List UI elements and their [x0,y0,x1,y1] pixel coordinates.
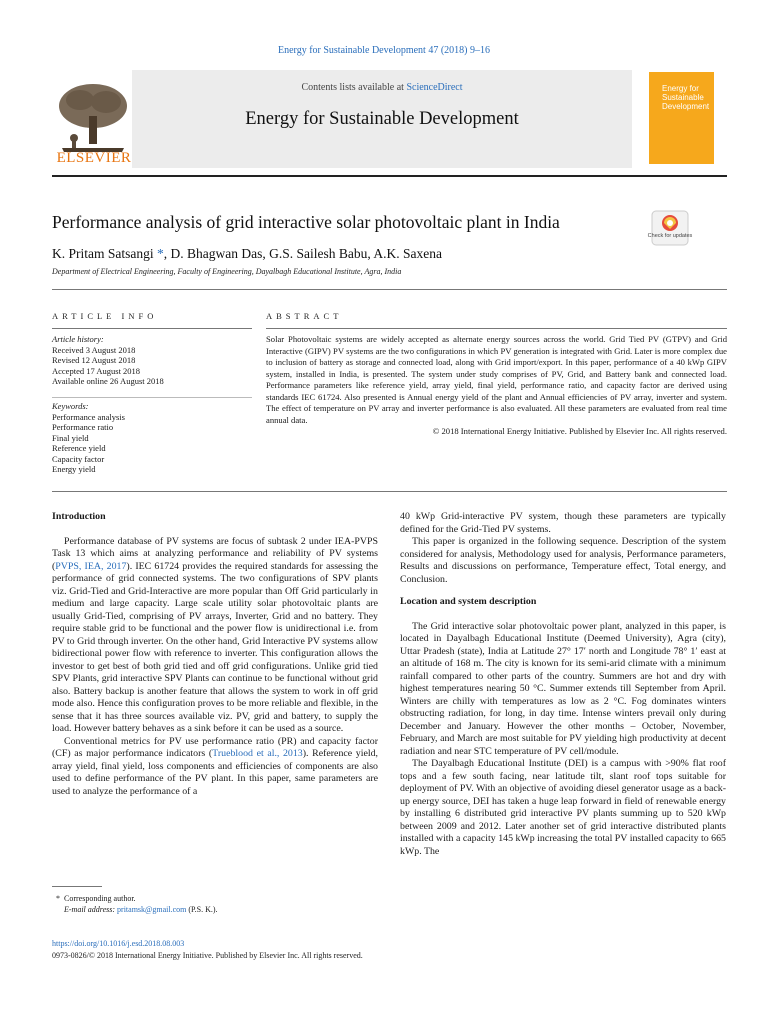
history-item: Revised 12 August 2018 [52,355,136,365]
keyword: Final yield [52,432,89,443]
journal-cover-image[interactable] [649,72,714,164]
cover-line: Sustainable [662,93,704,102]
keyword: Reference yield [52,443,106,453]
text: Conventional metrics for PV use performance ratio (PR) and capacity factor (CF) as major performance indicators ( [52,735,378,759]
text: Performance database of PV systems are focus of subtask 2 under IEA-PVPS Task 13 which aims at analyzing performance and reliability of PV systems ( [52,535,378,572]
introduction-heading: Introduction [52,511,106,522]
paragraph-organization: This paper is organized in the following sequence. Description of the system considered for analysis, Methodology used for analysis, Performance parameters, Results and discussions on performance, Temperature effect, Total energy, and Conclusion. [400,536,726,585]
corresponding-note [52,893,218,904]
contents-prefix: Contents lists available at [301,82,407,93]
abstract-copyright: © 2018 International Energy Initiative. Published by Elsevier Inc. All rights reserved. [432,426,727,436]
keywords-label: Keywords: [52,401,89,411]
keyword: Performance analysis [52,411,125,422]
abstract-rule [266,328,727,329]
cover-line: Energy for [662,84,699,93]
keyword: Capacity factor [52,453,105,464]
article-info-heading: ARTICLE INFO [52,311,158,321]
left-column [52,511,378,798]
author-rest: , D. Bhagwan Das, G.S. Sailesh Babu, A.K. Saxena [163,246,442,261]
abstract-heading: ABSTRACT [266,311,343,321]
author-first[interactable]: K. Pritam Satsangi [52,246,154,261]
affiliation: Department of Electrical Engineering, Faculty of Engineering, Dayalbagh Educational Institute, Agra, India [52,267,402,276]
keyword: Performance ratio [52,422,114,432]
body-rule [52,491,727,492]
history-item: Accepted 17 August 2018 [52,365,141,376]
keywords-rule [52,397,252,398]
article-history [52,334,252,387]
history-label: Article history: [52,334,104,344]
footnote-marker: * [56,894,60,903]
issn-copyright: 0973-0826/© 2018 International Energy Initiative. Published by Elsevier Inc. All rights reserved. [52,951,363,960]
history-item: Available online 26 August 2018 [52,376,164,386]
section-rule [52,289,727,290]
cover-line: Development [662,102,710,111]
intro-paragraph-2 [52,736,378,799]
check-for-updates-label[interactable]: Check for updates [647,233,693,239]
keywords [52,401,252,475]
sciencedirect-link[interactable]: ScienceDirect [406,82,463,93]
spacer [400,586,726,596]
paragraph-continued: 40 kWp Grid-interactive PV system, though these parameters are typically defined for the Grid-Tied PV systems. [400,511,726,535]
location-paragraph: The Grid interactive solar photovoltaic power plant, analyzed in this paper, is located in Dayalbagh Educational Institute (Deemed University), Agra (city), Uttar Pradesh (state), India at Latitude 27° 17′ north and Longitude 78° 1′ east at an altitude of 168 m. The city is known for its semi-arid climate with a minimum rainfall compared to other parts of the country. Summers are hot and dry with highest temperatures nearing 50 °C. Summer extends till September from April. Winters are chilly with temperatures as low as 2 °C. Fog dominates winters obstructing radiation, for long, in day time. Intense winters prevail only during December and January. However the other months – October, November, February, and March are most suitable for PV yielding high productivity at decent radiation and near STC temperature of PV cell/module. [400,620,726,757]
right-column [400,511,726,858]
citation-link[interactable]: Trueblood et al., 2013 [212,748,303,759]
history-item: Received 3 August 2018 [52,344,136,355]
abstract-text: Solar Photovoltaic systems are widely accepted as alternate energy sources across the world. Grid Tied PV (GTPV) and Grid Interactive (GIPV) PV systems are the two configurations in which PV generation is integrated with Grid. Later is more complex due to inclusion of battery as storage and connected load, along with Grid import/export. In this paper, performance of a 40 kWp GIPV system, installed in India, is presented. The system under study comprises of PV, Grid, and Battery bank and connected load. Performance parameters like reference yield, array yield, final yield, performance ratio, and capacity factor are derived using standards IEC 61724. Also presented is Annual energy yield of the plant and Annual efficiencies of PV array, inverter and system. The effect of temperature on PV array and inverter performance is also evaluated. All these parameters are evaluated from real time annual data. [266,334,727,425]
header-rule [52,175,727,177]
keyword: Energy yield [52,464,96,474]
footnote-rule [52,886,102,887]
abstract-body [266,334,727,438]
dei-paragraph: The Dayalbagh Educational Institute (DEI) is a campus with >90% flat roof tops and a few south facing, near latitude tilt, slant roof tops suitable for deployment of PV. With an objective of avoiding diesel generator usage as a back-up energy source, DEI has taken a huge leap forward in field of renewable energy by installing 6 distributed grid interactive PV plants summing up to 520 kWp between 2009 and 2012. Later another set of grid interactive distributed plants installed with a capacity 145 kWp increasing the total PV installed capacity to 665 kWp. The [400,758,726,857]
intro-paragraph-1 [52,536,378,736]
contents-line [132,82,632,93]
text: ). IEC 61724 provides the required standards for assessing the performance of grid connected systems. The two configurations of SPV plants viz. Grid-Tied and Grid-Interactive are more popular than Off Grid particularly in medium and large capacity. Large scale utility solar photovoltaic plants are usually Grid-Tied, comprising of PV arrays, Inverter, Grid and no battery. They require stable grid to be functional and the power flow is unidirectional i.e. from PV to Grid through inverter. On the other hand, Grid Interactive PV systems allow bidirectional power flow with reference to inverter. This configuration allows the investor to get best of both grid tied and off grid configurations. Unlike grid tied SPV Plants, grid interactive SPV Plants can continue to be functional without grid also. Battery backup is another feature that allows the system to work in off grid mode also. Hence this configuration proves to be more reliable and flexible, in the sense that it has three sources available viz. PV, grid and battery, to supply the load. However battery behaves as a sink before it can be used as a source. [52,560,378,734]
text: Corresponding author. [64,894,136,903]
doi-link[interactable]: https://doi.org/10.1016/j.esd.2018.08.003 [52,939,185,948]
email-link[interactable]: pritamsk@gmail.com [117,905,187,914]
journal-reference[interactable]: Energy for Sustainable Development 47 (2018) 9–16 [278,45,490,56]
text: (P.S. K.). [186,905,218,914]
location-heading: Location and system description [400,596,537,607]
elsevier-wordmark: ELSEVIER [56,150,132,166]
check-for-updates-icon[interactable] [651,210,689,246]
email-note [52,904,218,915]
email-label: E-mail address: [64,905,118,914]
citation-link[interactable]: PVPS, IEA, 2017 [55,560,127,572]
journal-name: Energy for Sustainable Development [245,109,519,129]
footnote [52,893,218,915]
cover-title [662,84,709,111]
author-list [52,246,442,262]
spacer [400,609,726,621]
corresponding-marker[interactable]: * [153,246,164,261]
article-title: Performance analysis of grid interactive solar photovoltaic plant in India [52,212,560,232]
text: ). Reference yield, array yield, final yield, loss components and efficiencies of components are also used to define performance of the PV plant. In this paper, same parameters are used to analyze the performance of a [52,748,378,797]
article-info-rule [52,328,252,329]
spacer [52,524,378,536]
